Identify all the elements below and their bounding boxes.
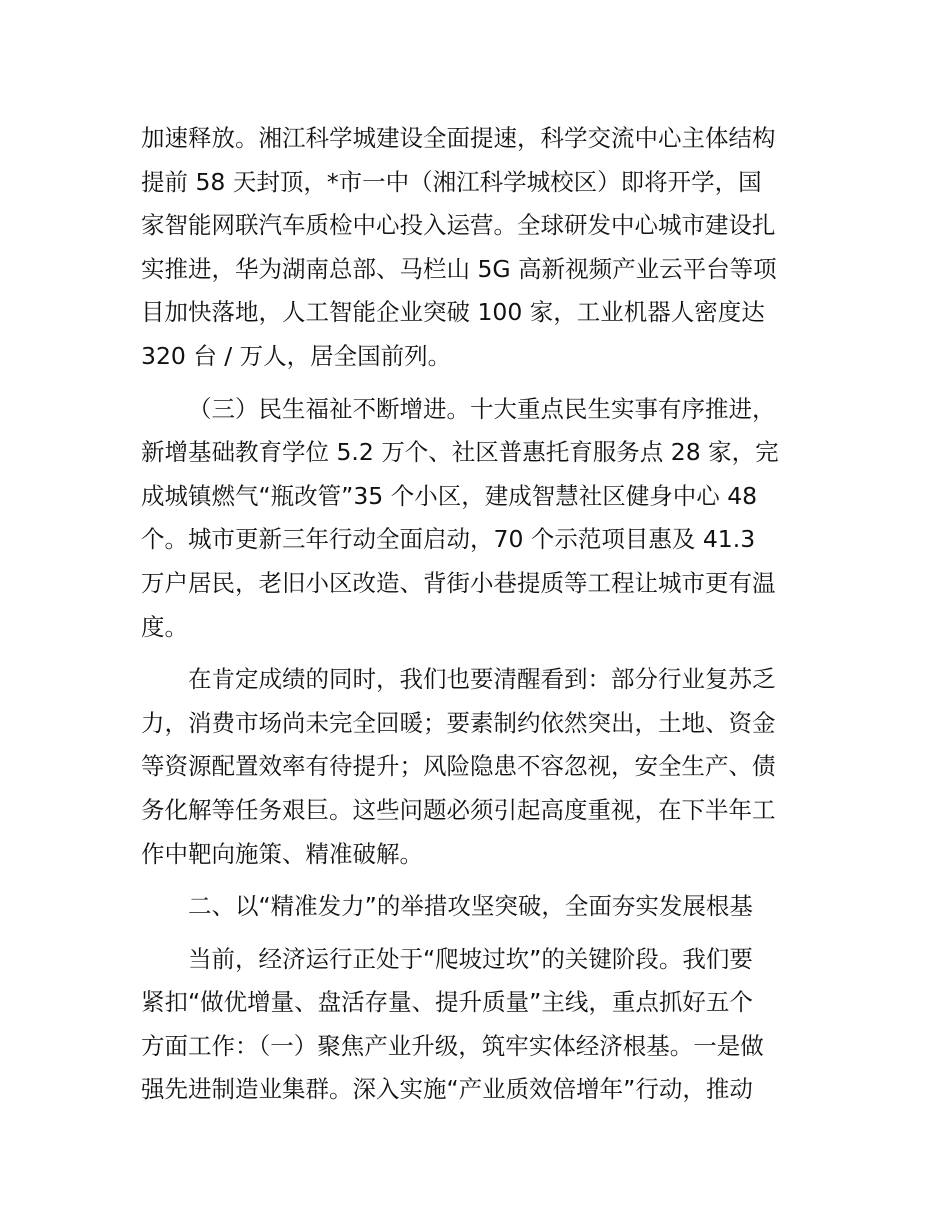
paragraph-p4-heading — [141, 885, 813, 929]
paragraph-p1 — [141, 117, 813, 379]
document-body — [141, 117, 813, 1112]
text-line: 个。城市更新三年行动全面启动，70 个示范项目惠及 41.3 — [141, 525, 756, 554]
text-line: 家智能网联汽车质检中心投入运营。全球研发中心城市建设扎 — [141, 211, 776, 240]
paragraph-spacer — [141, 379, 813, 388]
text-line: 320 台 / 万人，居全国前列。 — [141, 341, 452, 370]
paragraph-spacer — [141, 876, 813, 885]
text-line: 实推进，华为湖南总部、马栏山 5G 高新视频产业云平台等项 — [141, 254, 777, 283]
text-line: 提前 58 天封顶，*市一中（湘江科学城校区）即将开学，国 — [141, 167, 762, 196]
text-line: 度。 — [141, 612, 188, 641]
paragraph-p2 — [141, 388, 813, 650]
section-heading: 二、以“精准发力”的举措攻坚突破，全面夯实发展根基 — [188, 892, 753, 921]
text-line: 作中靶向施策、精准破解。 — [141, 839, 423, 868]
text-line: 新增基础教育学位 5.2 万个、社区普惠托育服务点 28 家，完 — [141, 438, 779, 467]
text-line: 务化解等任务艰巨。这些问题必须引起高度重视，在下半年工 — [141, 795, 776, 824]
text-line: 目加快落地，人工智能企业突破 100 家，工业机器人密度达 — [141, 298, 765, 327]
text-line: 万户居民，老旧小区改造、背街小巷提质等工程让城市更有温 — [141, 568, 776, 597]
text-line: 当前，经济运行正处于“爬坡过坎”的关键阶段。我们要 — [188, 944, 753, 973]
paragraph-p3 — [141, 658, 813, 876]
text-line: 在肯定成绩的同时，我们也要清醒看到：部分行业复苏乏 — [188, 665, 776, 694]
text-line: 等资源配置效率有待提升；风险隐患不容忽视，安全生产、债 — [141, 752, 776, 781]
text-line: 力，消费市场尚未完全回暖；要素制约依然突出，土地、资金 — [141, 708, 776, 737]
text-line: 成城镇燃气“瓶改管”35 个小区，建成智慧社区健身中心 48 — [141, 481, 758, 510]
paragraph-spacer — [141, 649, 813, 658]
paragraph-spacer — [141, 929, 813, 938]
text-line: 加速释放。湘江科学城建设全面提速，科学交流中心主体结构 — [141, 124, 776, 152]
text-line: 强先进制造业集群。深入实施“产业质效倍增年”行动，推动 — [141, 1075, 753, 1104]
paragraph-p5 — [141, 938, 813, 1112]
text-line: 紧扣“做优增量、盘活存量、提升质量”主线，重点抓好五个 — [141, 988, 753, 1017]
text-line: 方面工作：（一）聚焦产业升级，筑牢实体经济根基。一是做 — [141, 1031, 764, 1060]
text-line: （三）民生福祉不断增进。十大重点民生实事有序推进， — [188, 394, 776, 423]
